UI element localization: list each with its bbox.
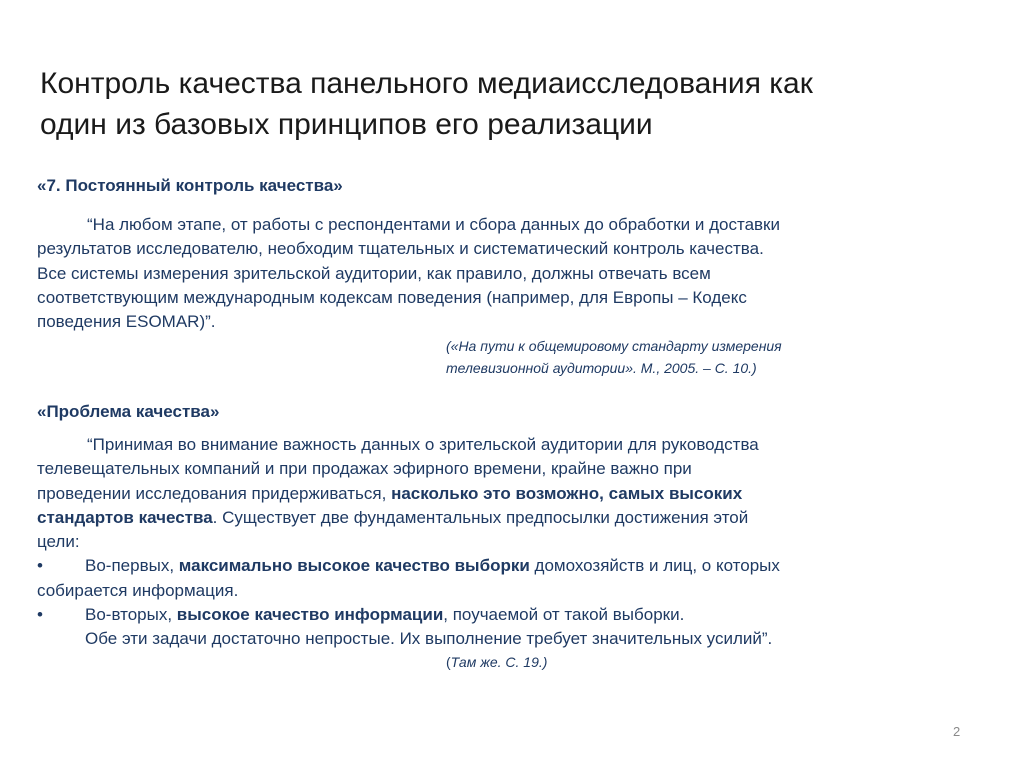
bullet-icon: •	[37, 605, 43, 625]
text-regular: Во-вторых,	[85, 605, 177, 625]
section2-citation	[446, 651, 547, 673]
slide-title	[40, 63, 990, 145]
bullet-icon: •	[37, 556, 43, 576]
section1-quote-line-2: результатов исследователю, необходим тщательных и систематический контроль качества.	[37, 239, 764, 259]
section2-quote	[37, 433, 917, 652]
section2-line-5: цели:	[37, 532, 80, 552]
section1-citation	[446, 335, 782, 379]
section1-quote-line-1	[37, 213, 917, 237]
quote-text: “На любом этапе, от работы с респондентами и сбора данных до обработки и доставки	[87, 215, 780, 234]
section1-quote	[37, 213, 917, 334]
bullet-item-1-text	[85, 554, 780, 578]
quote-text: “Принимая во внимание важность данных о зрительской аудитории для руководства	[87, 435, 759, 454]
text-emphasis: высокое качество информации	[176, 605, 444, 625]
text-regular: Во-первых,	[85, 556, 179, 576]
citation-paren: (	[446, 654, 451, 670]
section-heading-quality-problem: «Проблема качества»	[37, 402, 220, 421]
bullet-item-1	[37, 554, 917, 578]
text-emphasis: максимально высокое качество выборки	[178, 556, 530, 576]
slide-title-line-1: Контроль качества панельного медиаисследования как	[40, 67, 813, 100]
page-number: 2	[953, 724, 961, 739]
slide-title-line-2: один из базовых принципов его реализации	[40, 108, 653, 141]
section1-quote-line-4: соответствующим международным кодексам поведения (например, для Европы – Кодекс	[37, 287, 747, 307]
text-regular: домохозяйств и лиц, о которых	[529, 556, 780, 576]
text-regular: , поучаемой от такой выборки.	[443, 605, 685, 625]
section2-line-4	[37, 506, 917, 530]
text-regular: . Существует две фундаментальных предпосылки достижения этой	[212, 507, 749, 527]
section2-closing-line: Обе эти задачи достаточно непростые. Их выполнение требует значительных усилий”.	[85, 629, 773, 649]
section2-line-1	[37, 433, 917, 457]
text-regular: проведении исследования придерживаться,	[37, 483, 392, 503]
text-emphasis: стандартов качества	[37, 507, 213, 527]
bullet-item-2	[37, 603, 917, 627]
section2-line-3	[37, 482, 917, 506]
section1-citation-line-1: («На пути к общемировому стандарту измерения	[446, 338, 782, 354]
bullet-item-1-continuation: собирается информация.	[37, 580, 239, 600]
citation-text: Там же. С. 19.)	[450, 654, 548, 670]
text-emphasis: насколько это возможно, самых высоких	[391, 483, 743, 503]
section1-quote-line-3: Все системы измерения зрительской аудитории, как правило, должны отвечать всем	[37, 263, 711, 283]
bullet-item-2-text	[85, 603, 684, 627]
section1-citation-line-2: телевизионной аудитории». М., 2005. – С. 10.)	[446, 360, 757, 376]
section-heading-constant-quality-control: «7. Постоянный контроль качества»	[37, 176, 343, 195]
section1-quote-line-5: поведения ESOMAR)”.	[37, 312, 216, 332]
section2-line-2: телевещательных компаний и при продажах эфирного времени, крайне важно при	[37, 459, 692, 479]
